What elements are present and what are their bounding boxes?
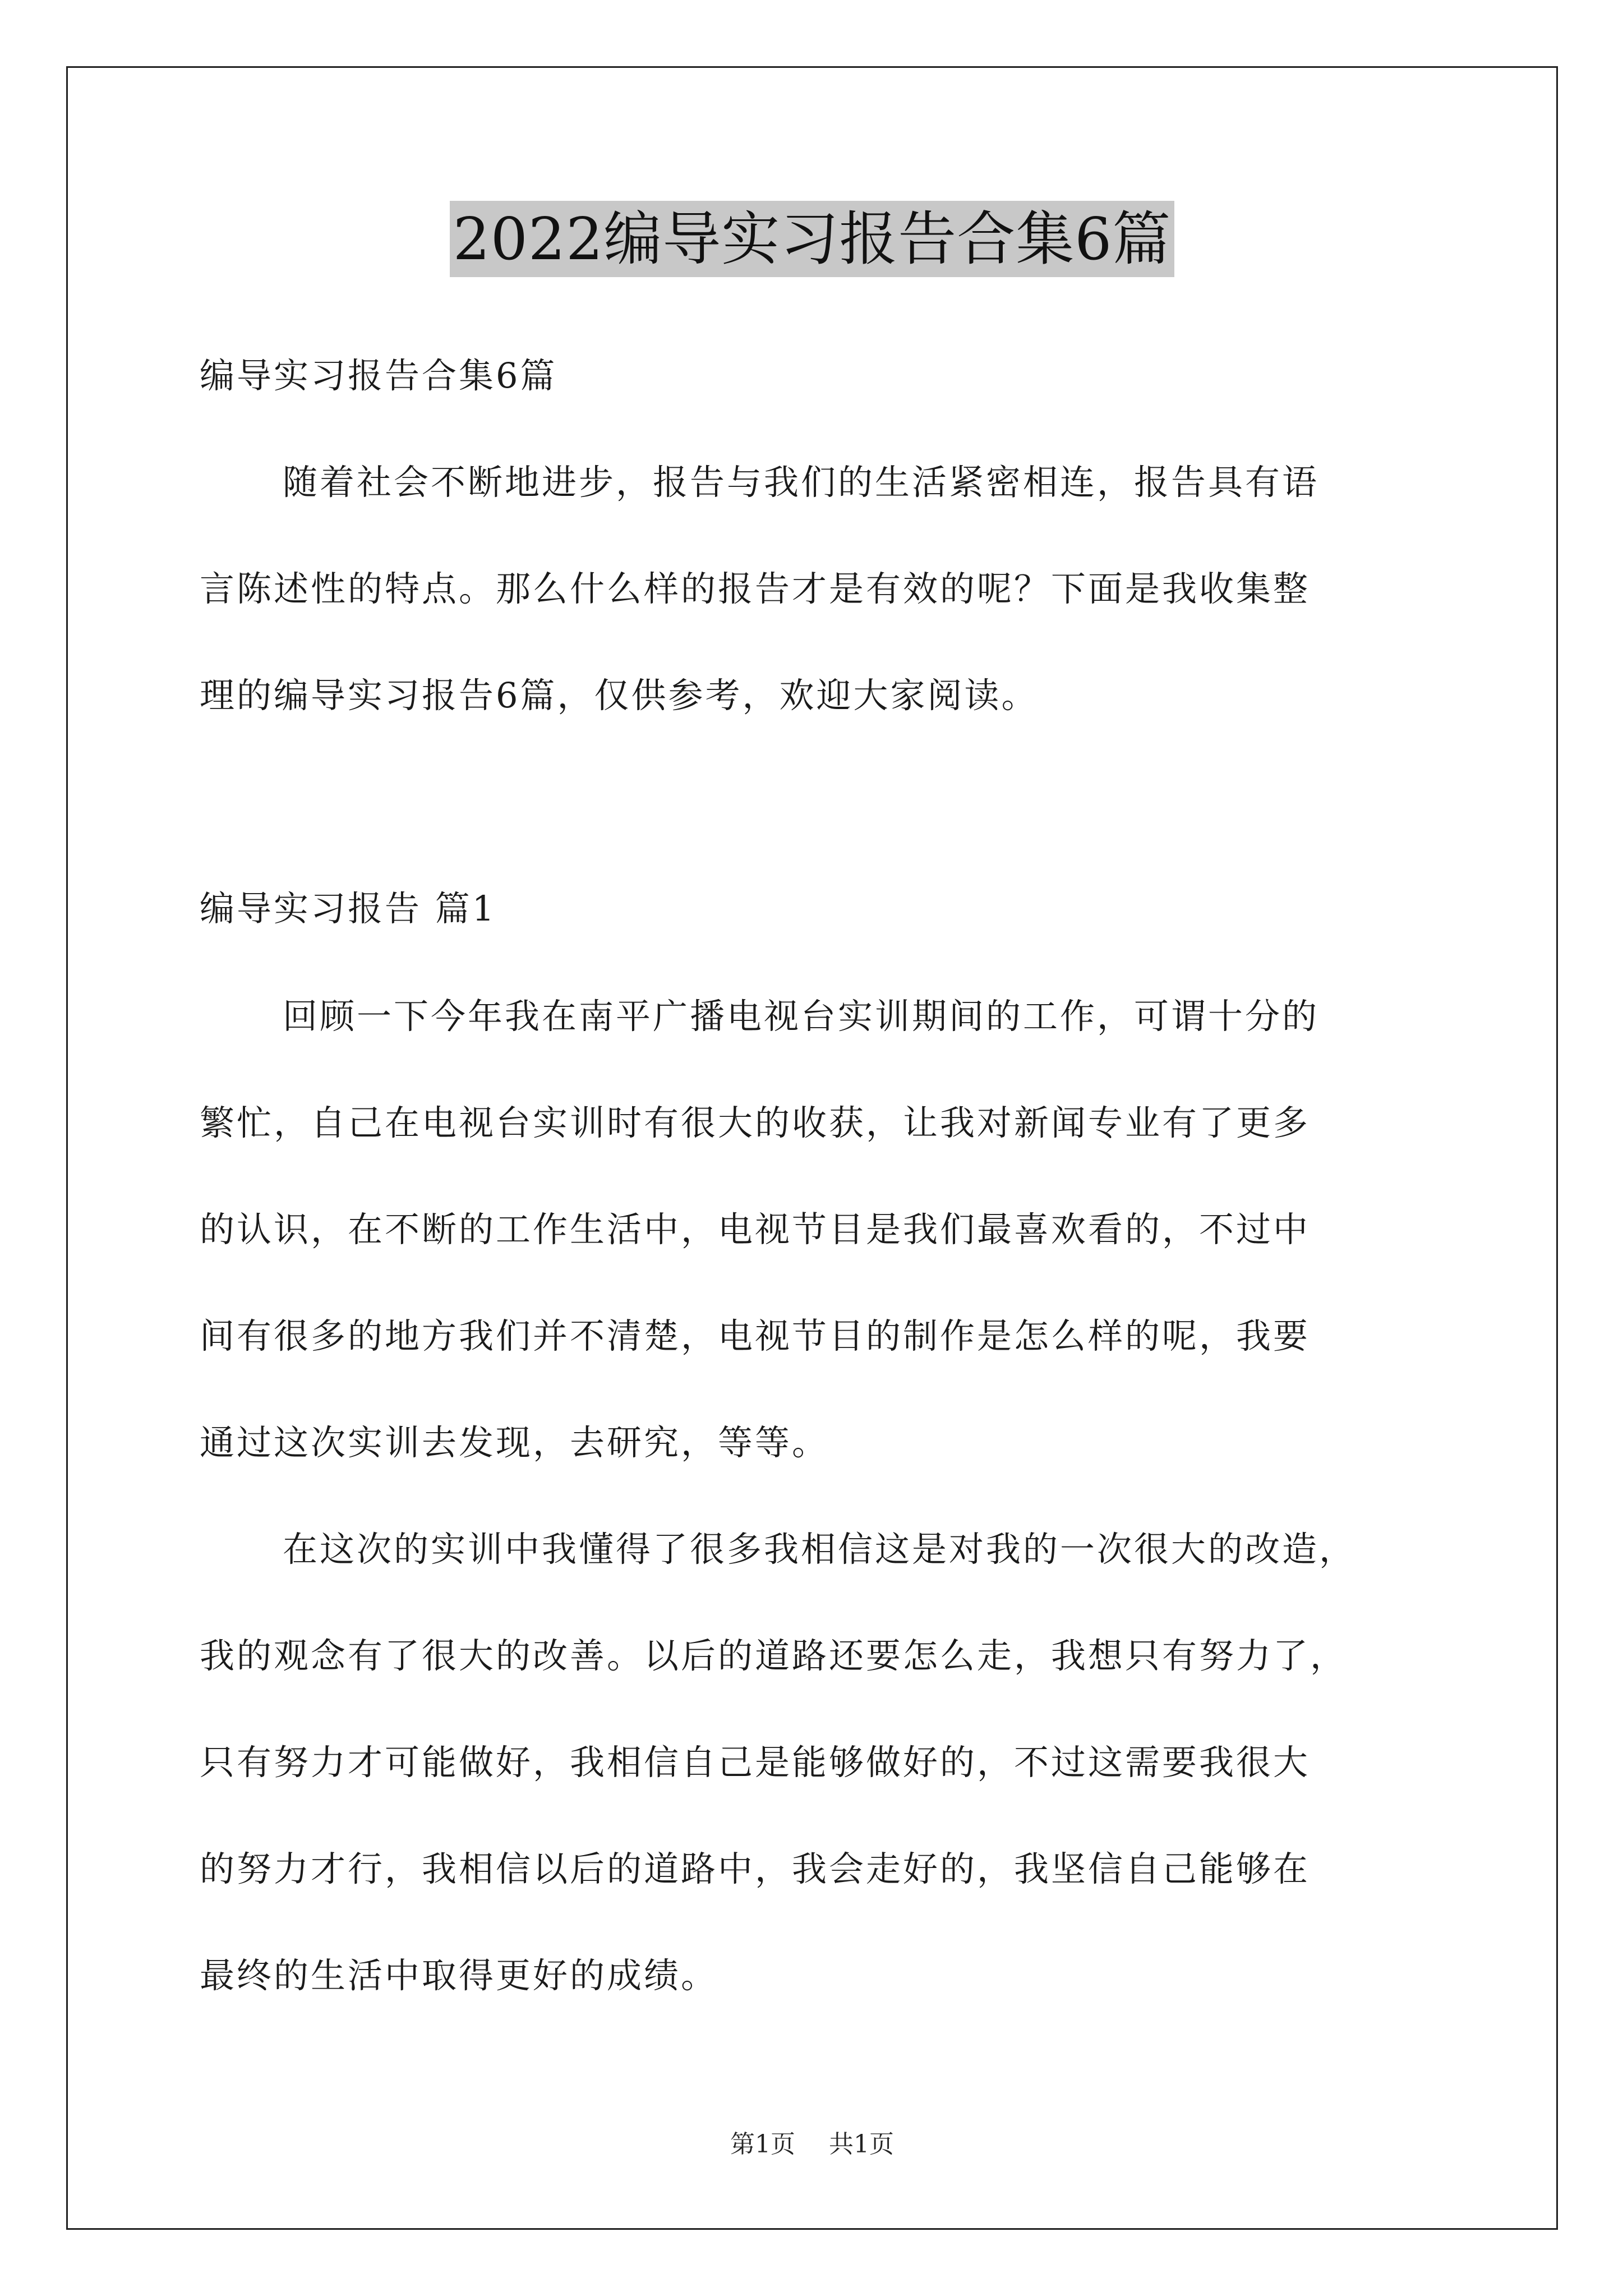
section1-para1-line: 通过这次实训去发现，去研究，等等。 [200, 1422, 829, 1463]
section1-para2-line: 我的观念有了很大的改善。以后的道路还要怎么走，我想只有努力了， [200, 1635, 1348, 1676]
section1-para1-line: 繁忙，自己在电视台实训时有很大的收获，让我对新闻专业有了更多 [200, 1102, 1311, 1143]
intro-line: 理的编导实习报告6篇，仅供参考，欢迎大家阅读。 [200, 675, 1039, 716]
document-subtitle: 编导实习报告合集6篇 [200, 355, 557, 396]
intro-line: 言陈述性的特点。那么什么样的报告才是有效的呢？下面是我收集整 [200, 568, 1311, 609]
section1-heading: 编导实习报告 篇1 [200, 888, 497, 929]
section1-para2-line: 在这次的实训中我懂得了很多我相信这是对我的一次很大的改造， [283, 1529, 1357, 1570]
intro-line: 随着社会不断地进步，报告与我们的生活紧密相连，报告具有语 [283, 462, 1320, 503]
page-footer [66, 2129, 1558, 2160]
document-title: 2022编导实习报告合集6篇 [450, 201, 1175, 277]
section1-para1-line: 回顾一下今年我在南平广播电视台实训期间的工作，可谓十分的 [283, 996, 1320, 1037]
title-container [66, 201, 1558, 277]
page-number: 第1页 [730, 2130, 795, 2159]
section1-para1-line: 的认识，在不断的工作生活中，电视节目是我们最喜欢看的，不过中 [200, 1209, 1311, 1250]
section1-para2-line: 只有努力才可能做好，我相信自己是能够做好的，不过这需要我很大 [200, 1742, 1311, 1783]
section1-para1-line: 间有很多的地方我们并不清楚，电视节目的制作是怎么样的呢，我要 [200, 1315, 1311, 1356]
page-total: 共1页 [829, 2130, 894, 2159]
section1-para2-line: 最终的生活中取得更好的成绩。 [200, 1955, 718, 1996]
section1-para2-line: 的努力才行，我相信以后的道路中，我会走好的，我坚信自己能够在 [200, 1848, 1311, 1889]
